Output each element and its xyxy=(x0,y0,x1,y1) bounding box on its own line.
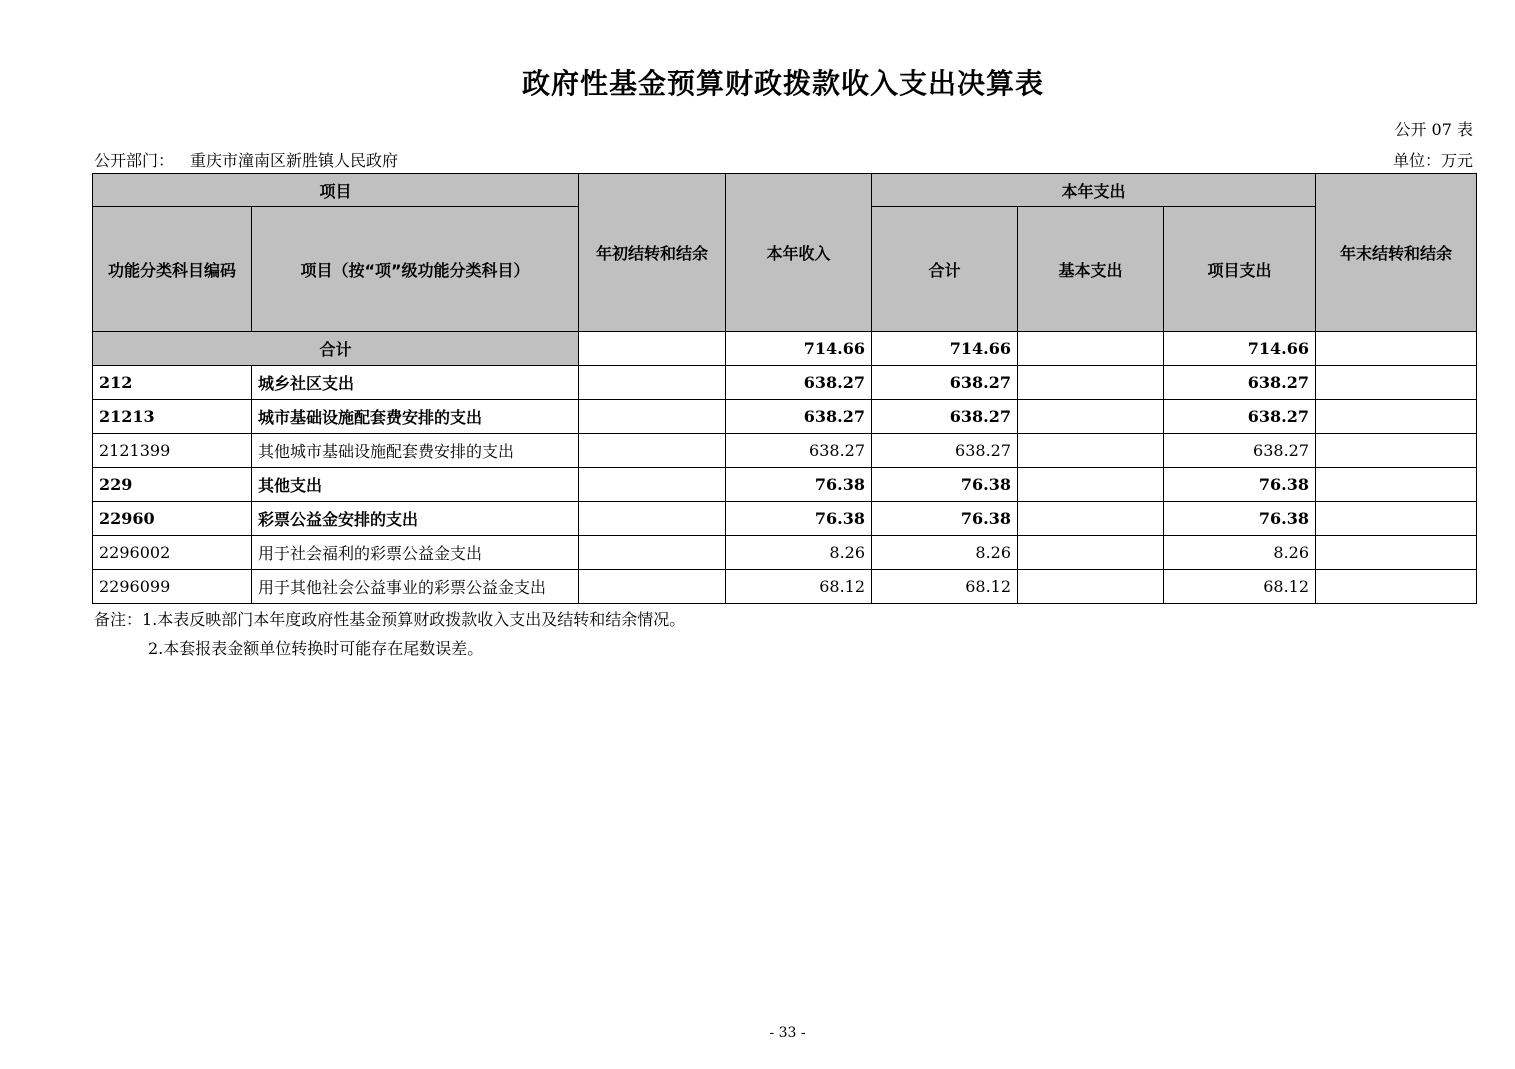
row-end xyxy=(1316,570,1477,604)
row-name: 城市基础设施配套费安排的支出 xyxy=(252,400,579,434)
row-income: 638.27 xyxy=(726,434,872,468)
row-income: 8.26 xyxy=(726,536,872,570)
department-label: 公开部门： xyxy=(94,151,175,170)
row-name: 用于其他社会公益事业的彩票公益金支出 xyxy=(252,570,579,604)
header-code: 功能分类科目编码 xyxy=(93,207,252,332)
unit-label: 单位：万元 xyxy=(1392,151,1473,170)
row-income: 638.27 xyxy=(726,400,872,434)
page-number: - 33 - xyxy=(769,1025,806,1041)
table-row xyxy=(93,400,1477,434)
row-exp-total: 638.27 xyxy=(872,366,1018,400)
total-exp-basic xyxy=(1018,332,1164,366)
row-income: 76.38 xyxy=(726,502,872,536)
header-end-balance: 年末结转和结余 xyxy=(1316,174,1477,332)
note-1: 备注：1.本表反映部门本年度政府性基金预算财政拨款收入支出及结转和结余情况。 xyxy=(94,610,686,629)
row-end xyxy=(1316,366,1477,400)
row-exp-basic xyxy=(1018,434,1164,468)
row-exp-project: 638.27 xyxy=(1164,434,1316,468)
total-exp-project: 714.66 xyxy=(1164,332,1316,366)
row-end xyxy=(1316,468,1477,502)
row-code: 2121399 xyxy=(93,434,252,468)
form-number: 公开 07 表 xyxy=(1394,120,1473,139)
table-row xyxy=(93,536,1477,570)
row-exp-project: 68.12 xyxy=(1164,570,1316,604)
row-exp-total: 638.27 xyxy=(872,434,1018,468)
row-exp-project: 76.38 xyxy=(1164,468,1316,502)
row-code: 21213 xyxy=(93,400,252,434)
row-end xyxy=(1316,434,1477,468)
row-name: 其他支出 xyxy=(252,468,579,502)
row-code: 22960 xyxy=(93,502,252,536)
row-code: 229 xyxy=(93,468,252,502)
row-exp-project: 76.38 xyxy=(1164,502,1316,536)
total-income: 714.66 xyxy=(726,332,872,366)
row-begin xyxy=(579,536,726,570)
header-income: 本年收入 xyxy=(726,174,872,332)
table-row xyxy=(93,502,1477,536)
table-row xyxy=(93,434,1477,468)
row-exp-basic xyxy=(1018,502,1164,536)
row-income: 638.27 xyxy=(726,366,872,400)
header-exp-project: 项目支出 xyxy=(1164,207,1316,332)
total-exp-total: 714.66 xyxy=(872,332,1018,366)
row-exp-basic xyxy=(1018,468,1164,502)
department-name: 重庆市潼南区新胜镇人民政府 xyxy=(190,151,399,170)
row-end xyxy=(1316,502,1477,536)
row-name: 彩票公益金安排的支出 xyxy=(252,502,579,536)
row-exp-project: 8.26 xyxy=(1164,536,1316,570)
budget-table xyxy=(92,173,1477,604)
row-income: 68.12 xyxy=(726,570,872,604)
row-code: 2296002 xyxy=(93,536,252,570)
row-name: 城乡社区支出 xyxy=(252,366,579,400)
header-exp-total: 合计 xyxy=(872,207,1018,332)
page-title: 政府性基金预算财政拨款收入支出决算表 xyxy=(521,67,1044,100)
row-exp-total: 76.38 xyxy=(872,502,1018,536)
row-begin xyxy=(579,366,726,400)
total-begin xyxy=(579,332,726,366)
row-begin xyxy=(579,434,726,468)
row-end xyxy=(1316,400,1477,434)
row-exp-total: 76.38 xyxy=(872,468,1018,502)
header-expense: 本年支出 xyxy=(872,174,1316,207)
row-exp-project: 638.27 xyxy=(1164,366,1316,400)
row-exp-project: 638.27 xyxy=(1164,400,1316,434)
table-row xyxy=(93,570,1477,604)
header-project: 项目 xyxy=(93,174,579,207)
table-row xyxy=(93,366,1477,400)
header-name: 项目（按“项”级功能分类科目） xyxy=(252,207,579,332)
row-exp-total: 8.26 xyxy=(872,536,1018,570)
row-name: 用于社会福利的彩票公益金支出 xyxy=(252,536,579,570)
row-exp-basic xyxy=(1018,536,1164,570)
row-exp-basic xyxy=(1018,400,1164,434)
row-begin xyxy=(579,400,726,434)
row-name: 其他城市基础设施配套费安排的支出 xyxy=(252,434,579,468)
row-exp-basic xyxy=(1018,570,1164,604)
total-end xyxy=(1316,332,1477,366)
total-label: 合计 xyxy=(93,332,579,366)
row-income: 76.38 xyxy=(726,468,872,502)
row-begin xyxy=(579,468,726,502)
row-exp-total: 68.12 xyxy=(872,570,1018,604)
header-begin-balance: 年初结转和结余 xyxy=(579,174,726,332)
row-code: 2296099 xyxy=(93,570,252,604)
row-begin xyxy=(579,570,726,604)
total-row xyxy=(93,332,1477,366)
note-2: 2.本套报表金额单位转换时可能存在尾数误差。 xyxy=(148,639,484,658)
row-exp-basic xyxy=(1018,366,1164,400)
row-begin xyxy=(579,502,726,536)
header-exp-basic: 基本支出 xyxy=(1018,207,1164,332)
row-end xyxy=(1316,536,1477,570)
row-exp-total: 638.27 xyxy=(872,400,1018,434)
row-code: 212 xyxy=(93,366,252,400)
table-row xyxy=(93,468,1477,502)
department-line xyxy=(94,148,398,171)
